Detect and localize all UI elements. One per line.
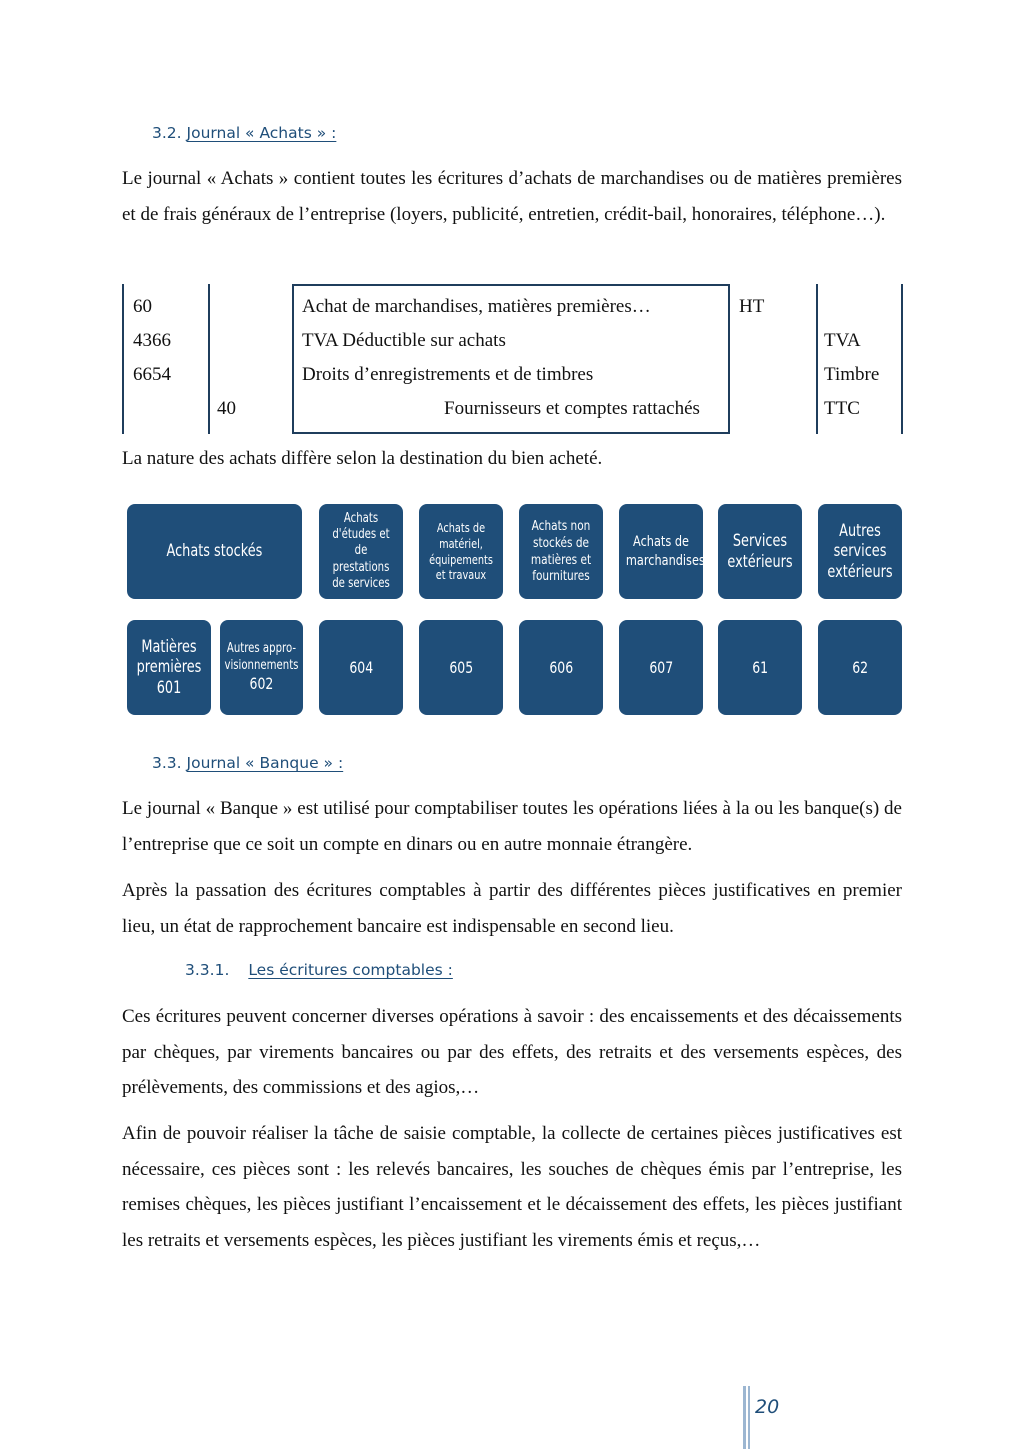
diagram-box-achats-materiel (419, 504, 503, 599)
section-number: 3.2. (152, 124, 182, 142)
diagram-box-achats-non-stockes (519, 504, 603, 599)
table-cell-credit: TTC (824, 398, 860, 419)
diagram-box-code-62 (818, 620, 902, 715)
table-cell-debit: HT (739, 296, 765, 317)
paragraph-ecritures-2: Afin de pouvoir réaliser la tâche de saisie comptable, la collecte de certaines pièces justificatives est nécessaire, ces pièces sont : les relevés bancaires, les souches de chèques émis par l’entreprise, les remises chèques, les pièces justifiant l’encaissement et le décaissement des effets, les pièces justifiant les retraits et versements espèces, les pièces justifiant les virements émis et reçus,… (122, 1123, 902, 1251)
table-cell-debit-account: 4366 (133, 330, 171, 351)
diagram-box-code: 602 (249, 673, 274, 693)
table-cell-credit: TVA (824, 330, 861, 351)
section-heading-3-3 (152, 754, 343, 772)
diagram-box-code: 61 (752, 657, 768, 677)
diagram-box-label: Autres services extérieurs (827, 520, 893, 581)
section-heading-3-2 (152, 124, 336, 142)
table-cell-label: Fournisseurs et comptes rattachés (444, 398, 700, 419)
section-title: Les écritures comptables : (248, 961, 453, 979)
diagram-box-autres-services (818, 504, 902, 599)
diagram-box-code: 605 (449, 657, 473, 677)
table-cell-label: Droits d’enregistrements et de timbres (302, 364, 594, 385)
table-cell-label: Achat de marchandises, matières premières… (302, 296, 651, 317)
diagram-box-code: 601 (156, 677, 182, 697)
diagram-box-code-606 (519, 620, 603, 715)
diagram-box-code: 62 (852, 657, 868, 677)
diagram-box-services-exterieurs (718, 504, 802, 599)
diagram-box-label: Achats d'études et de prestations de services (332, 510, 390, 591)
diagram-box-code-605 (419, 620, 503, 715)
table-cell-label: TVA Déductible sur achats (302, 330, 506, 351)
diagram-box-achats-stockes (127, 504, 302, 599)
paragraph-ecritures-1: Ces écritures peuvent concerner diverses opérations à savoir : des encaissements et des décaissements par chèques, par virements bancaires ou par des effets, des retraits et des versements espèces, des prélèvements, des commissions et des agios,… (122, 1006, 902, 1098)
diagram-box-code: 604 (349, 657, 373, 677)
table-cell-credit: Timbre (824, 364, 880, 385)
paragraph-achats: Le journal « Achats » contient toutes les écritures d’achats de marchandises ou de matières premières et de frais généraux de l’entreprise (loyers, publicité, entretien, crédit-bail, honoraires, téléphone…). (122, 168, 902, 225)
diagram-box-label: Services extérieurs (727, 530, 793, 571)
diagram-box-content (136, 637, 202, 699)
diagram-box-content (225, 641, 299, 694)
diagram-box-code-607 (619, 620, 703, 715)
diagram-box-achats-etudes (319, 504, 403, 599)
journal-entry-table (122, 284, 904, 434)
diagram-box-code: 606 (549, 657, 573, 677)
table-cell-debit-account: 60 (133, 296, 152, 317)
page-number: 20 (755, 1396, 780, 1418)
section-heading-3-3-1 (185, 961, 453, 979)
paragraph-banque-1: Le journal « Banque » est utilisé pour comptabiliser toutes les opérations liées à la ou les banque(s) de l’entreprise que ce soit un compte en dinars ou en autre monnaie étrangère. (122, 798, 902, 855)
section-title: Journal « Achats » : (186, 124, 337, 142)
table-cell-credit-account: 40 (217, 398, 236, 419)
page-number-rule (748, 1386, 750, 1449)
diagram-box-autres-approvisionnements (220, 620, 303, 715)
diagram-box-label: Achats de matériel, équipements et travaux (429, 520, 493, 583)
page-number-rule (743, 1386, 746, 1449)
section-title: Journal « Banque » : (186, 754, 344, 772)
diagram-box-code: 607 (649, 657, 673, 677)
diagram-box-label: Achats non stockés de matières et fournitures (530, 517, 592, 585)
diagram-box-achats-marchandises (619, 504, 703, 599)
paragraph-nature: La nature des achats diffère selon la destination du bien acheté. (122, 448, 603, 469)
paragraph-banque-2: Après la passation des écritures comptables à partir des différentes pièces justificatives en premier lieu, un état de rapprochement bancaire est indispensable en second lieu. (122, 880, 902, 937)
table-cell-debit-account: 6654 (133, 364, 171, 385)
diagram-box-code-61 (718, 620, 802, 715)
diagram-box-label: Achats de marchandises (625, 534, 705, 569)
diagram-box-matieres-premieres (127, 620, 211, 715)
diagram-box-code-604 (319, 620, 403, 715)
diagram-box-label: Matières premières (136, 636, 202, 677)
diagram-box-label: Achats stockés (166, 541, 263, 561)
section-number: 3.3. (152, 754, 182, 772)
section-number: 3.3.1. (185, 961, 230, 979)
diagram-box-label: Autres appro-visionnements (224, 641, 299, 673)
